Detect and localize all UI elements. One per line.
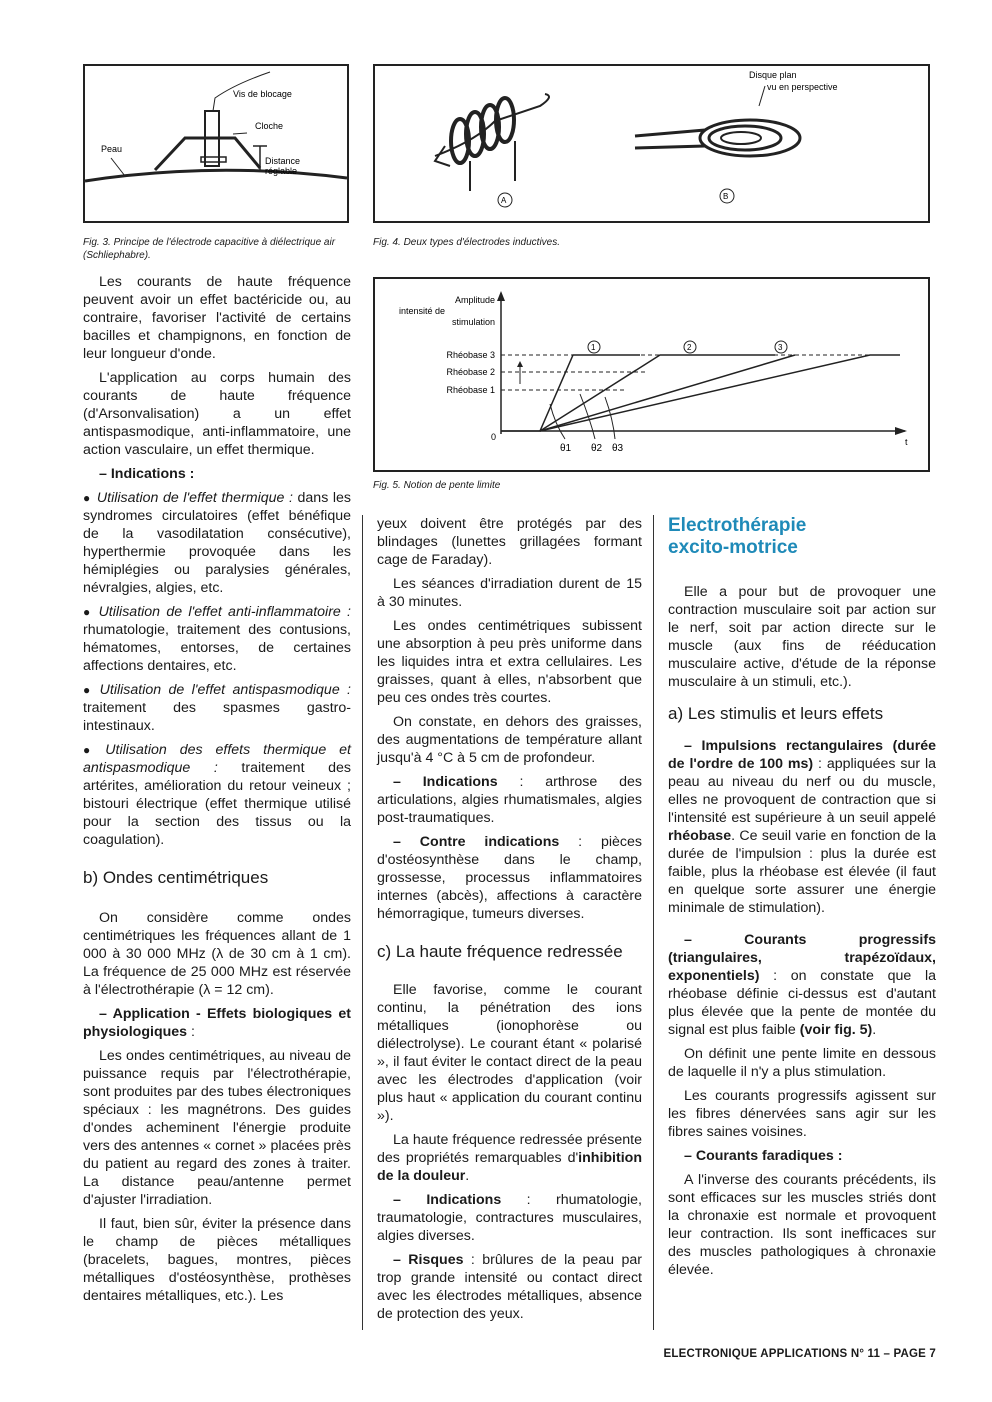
faradic-heading: – Courants faradiques : xyxy=(684,1148,843,1164)
column-divider xyxy=(362,515,363,1330)
section-heading-a: a) Les stimulis et leurs effets xyxy=(668,704,884,723)
capacitive-electrode-diagram xyxy=(85,66,347,221)
figure-4 xyxy=(373,64,930,223)
figure-3 xyxy=(83,64,349,223)
right-paragraph: – Courants progressifs (triangulaires, trapézoïdaux, exponentiels) : on constate que la rhéobase définie ci-dessus est d'autant plus élevée que la pente de montée du signal est plus faible (voir fig. 5). xyxy=(668,932,936,1038)
curve-label-1: 1 xyxy=(591,343,596,352)
right-paragraph: A l'inverse des courants précédents, ils sont efficaces sur les muscles striés dont la chronaxie est normale et provoquent leur contraction. Ils sont inefficaces sur des muscles pathologiques à chronaxie élevée. xyxy=(668,1172,936,1278)
left-paragraph: L'application au corps humain des courants de haute fréquence (d'Arsonvalisation) a un effet antispasmodique, anti-inflammatoire, une action vasculaire, un effet thermique. xyxy=(83,370,351,458)
origin-label: 0 xyxy=(491,432,497,442)
rheobase-2-label: Rhéobase 2 xyxy=(446,367,495,377)
section-heading-b: b) Ondes centimétriques xyxy=(83,868,269,887)
inductive-electrodes-diagram xyxy=(375,66,928,221)
y-axis-label-amplitude: Amplitude xyxy=(454,295,495,305)
right-paragraph: Les courants progressifs agissent sur les fibres dénervées sans agir sur les fibres saines voisines. xyxy=(668,1088,936,1140)
y-axis-label-intensite: intensité de xyxy=(399,306,446,316)
fig4-caption: Fig. 4. Deux types d'électrodes inductives. xyxy=(373,237,561,248)
middle-paragraph: – Risques : brûlures de la peau par trop grande intensité ou contact direct avec les électrodes métalliques, absence de protection des yeux. xyxy=(377,1252,642,1322)
application-heading: – Application - Effets biologiques et physiologiques : xyxy=(83,1006,351,1040)
rheobase-3-label: Rhéobase 3 xyxy=(446,350,495,360)
fig5-caption: Fig. 5. Notion de pente limite xyxy=(373,480,501,491)
left-paragraph: On considère comme ondes centimétriques les fréquences allant de 1 000 à 30 000 MHz (λ de 30 cm à 1 cm). La fréquence de 25 000 MHz est réservée à l'électrothérapie (λ = 12 cm). xyxy=(83,910,351,998)
left-column xyxy=(83,273,351,1311)
figure-5 xyxy=(373,277,930,472)
left-paragraph: Il faut, bien sûr, éviter la présence dans le champ de pièces métalliques (bracelets, bagues, montres, pièces métalliques d'ostéosynthèse, prothèses dentaires métalliques, etc.). Les xyxy=(83,1216,351,1304)
bullet-item: ● Utilisation de l'effet anti-inflammatoire : rhumatologie, traitement des contusions, hématomes, entorses, de certaines affections dentaires, etc. xyxy=(83,603,351,675)
fig3-caption: Fig. 3. Principe de l'électrode capacitive à diélectrique air (Schliephabre). xyxy=(83,237,336,261)
bullet-item: ● Utilisation des effets thermique et antispasmodique : traitement des artérites, amélioration du retour veineux ; bistouri électrique (effet thermique utilisé pour la section des tissus ou la coagulation). xyxy=(83,741,351,849)
middle-paragraph: – Indications : arthrose des articulations, algies rhumatismales, algies post-traumatiques. xyxy=(377,774,642,826)
indications-heading: – Indications : xyxy=(99,466,195,482)
fig3-label-distance: Distance xyxy=(265,156,301,166)
section-heading-c: c) La haute fréquence redressée xyxy=(377,942,623,961)
page-footer: ELECTRONIQUE APPLICATIONS N° 11 – PAGE 7 xyxy=(663,1348,936,1360)
middle-paragraph: Les séances d'irradiation durent de 15 à 30 minutes. xyxy=(377,576,642,610)
theta-2-label: θ2 xyxy=(591,443,603,454)
middle-column xyxy=(377,515,642,1329)
slope-limit-chart xyxy=(375,279,928,470)
bullet-item: ● Utilisation de l'effet thermique : dans les syndromes circulatoires (effet bénéfique de la vasodilatation consécutive), hyperthermie provoquée dans les hémiplégies ou paralysies générales, névralgies, algies, etc. xyxy=(83,489,351,597)
left-paragraph: Les courants de haute fréquence peuvent avoir un effet bactéricide ou, au contraire, favoriser l'activité de certains bacilles et champignons, en fonction de leur longueur d'onde. xyxy=(83,274,351,362)
fig3-label-reglable: réglable xyxy=(265,166,298,176)
middle-paragraph: Elle favorise, comme le courant continu, la pénétration des ions métalliques (ionophorèse ou diélectrolyse). Le courant étant « polarisé », il faut éviter le contact direct de la peau avec les électrodes d'application (voir plus haut « application du courant continu »). xyxy=(377,982,642,1124)
curve-label-2: 2 xyxy=(687,343,692,352)
middle-paragraph: – Contre indications : pièces d'ostéosynthèse dans le champ, grossesse, processus inflammatoires internes (abcès), affections à caractère hémorragique, tumeurs diverses. xyxy=(377,834,642,922)
fig4-label-b: B xyxy=(723,192,729,201)
right-paragraph: – Impulsions rectangulaires (durée de l'ordre de 100 ms) : appliquées sur la peau au niveau du nerf ou du muscle, elles ne provoquent de contraction que si l'intensité est supérieure à un seuil appelé rhéobase. Ce seuil varie en fonction de la durée de l'impulsion : plus la durée est faible, plus la rhéobase est élevée (il faut en quelque sorte assurer une énergie minimale de stimulation). xyxy=(668,738,936,916)
fig4-label-a: A xyxy=(501,196,507,205)
middle-paragraph: Les ondes centimétriques subissent une absorption à peu près uniforme dans les liquides intra et extra cellulaires. Les graisses, quant à elles, n'absorbent que peu ces ondes très courtes. xyxy=(377,618,642,706)
fig4-label-perspective: vu en perspective xyxy=(767,82,838,92)
section-title: Electrothérapie xyxy=(668,515,807,536)
rheobase-1-label: Rhéobase 1 xyxy=(446,385,495,395)
right-paragraph: Elle a pour but de provoquer une contraction musculaire soit par action sur le nerf, soit par action directe sur le muscle (aux fins de rééducation musculaire active, d'étude de la réponse musculaire à un stimuli, etc.). xyxy=(668,584,936,690)
middle-paragraph: yeux doivent être protégés par des blindages (lunettes grillagées formant cage de Faraday). xyxy=(377,516,642,568)
left-paragraph: Les ondes centimétriques, au niveau de puissance requis par l'électrothérapie, sont produites par des tubes électroniques spéciaux : les magnétrons. Des guides d'ondes acheminent l'énergie produite vers des antennes « cornet » placées près du patient au regard des zones à traiter. La distance peau/antenne permet d'ajuster l'irradiation. xyxy=(83,1048,351,1208)
right-column xyxy=(668,515,936,1285)
fig4-label-disque: Disque plan xyxy=(749,70,797,80)
middle-paragraph: On constate, en dehors des graisses, des augmentations de température allant jusqu'à 4 °C à 5 cm de profondeur. xyxy=(377,714,642,766)
fig3-label-peau: Peau xyxy=(101,144,123,154)
right-paragraph: On définit une pente limite en dessous de laquelle il n'y a plus stimulation. xyxy=(668,1046,936,1080)
middle-paragraph: – Indications : rhumatologie, traumatologie, contractures musculaires, algies diverses. xyxy=(377,1192,642,1244)
column-divider xyxy=(653,515,654,1330)
section-title: excito-motrice xyxy=(668,537,798,558)
fig3-label-cloche: Cloche xyxy=(255,121,284,131)
middle-paragraph: La haute fréquence redressée présente des propriétés remarquables d'inhibition de la douleur. xyxy=(377,1132,642,1184)
curve-label-3: 3 xyxy=(778,343,783,352)
x-axis-label-t: t xyxy=(905,437,908,447)
theta-1-label: θ1 xyxy=(560,443,572,454)
bullet-item: ● Utilisation de l'effet antispasmodique : traitement des spasmes gastro-intestinaux. xyxy=(83,681,351,735)
y-axis-label-stimulation: stimulation xyxy=(451,317,495,327)
fig3-label-vis: Vis de blocage xyxy=(233,89,292,99)
theta-3-label: θ3 xyxy=(612,443,624,454)
